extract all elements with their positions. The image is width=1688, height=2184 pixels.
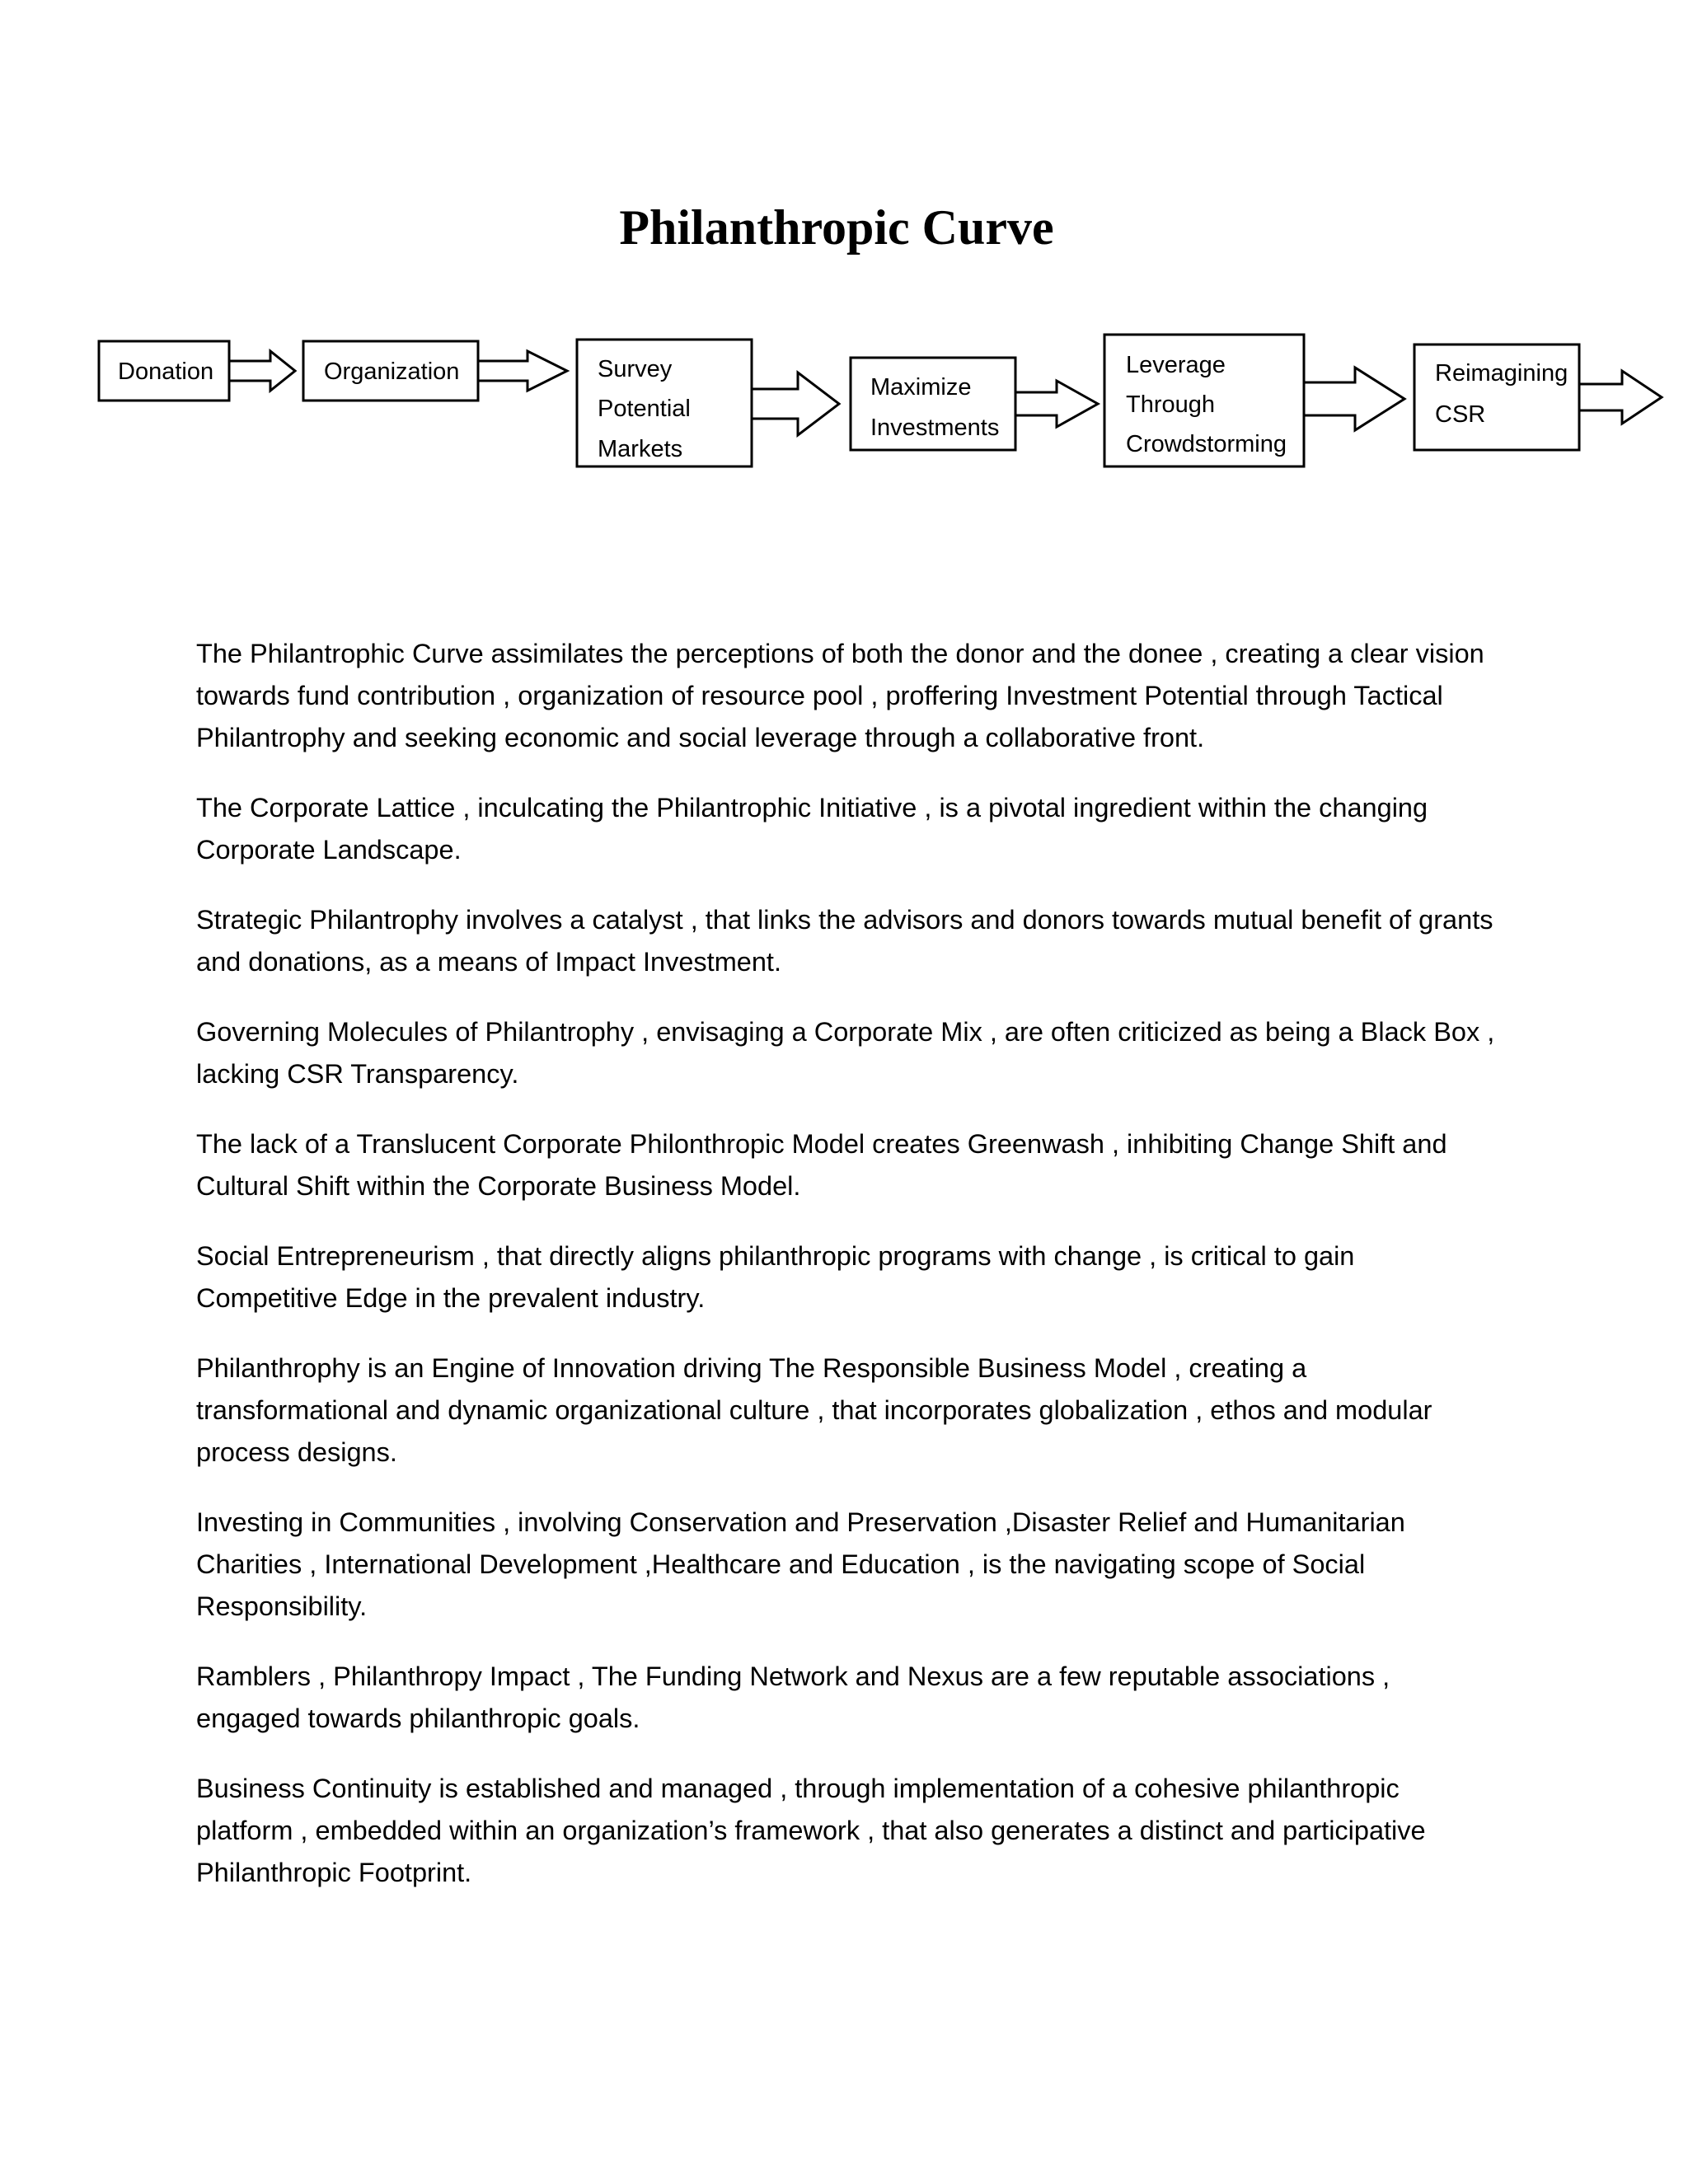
flow-box-label: Potential	[598, 396, 691, 422]
paragraph-investing-in-communities: Investing in Communities , involving Conservation and Preservation ,Disaster Relief and Humanitarian Charities , International Development ,Healthcare and Education , is the navigating scope of Social Responsibility.	[196, 1507, 1405, 1621]
paragraph-social-entrepreneurism: Social Entrepreneurism , that directly aligns philanthropic programs with change , is critical to gain Competitive Edge in the prevalent industry.	[196, 1241, 1355, 1313]
paragraph-governing-molecules: Governing Molecules of Philantrophy , envisaging a Corporate Mix , are often criticized as being a Black Box , lacking CSR Transparency.	[196, 1017, 1495, 1089]
flow-box-donation	[99, 341, 229, 401]
flow-box-label: Markets	[598, 436, 683, 462]
flow-box-reimagining-csr	[1414, 344, 1579, 450]
paragraph-translucent-model: The lack of a Translucent Corporate Philonthropic Model creates Greenwash , inhibiting Change Shift and Cultural Shift within the Corporate Business Model.	[196, 1129, 1447, 1201]
flow-box-maximize-investments	[851, 358, 1015, 450]
flow-box-label: Organization	[324, 359, 460, 385]
flow-box-label: CSR	[1435, 401, 1486, 428]
paragraph-philantrophic-curve: The Philantrophic Curve assimilates the perceptions of both the donor and the donee , creating a clear vision towards fund contribution , organization of resource pool , proffering Investment Potential through Tactical Philantrophy and seeking economic and social leverage through a collaborative front.	[196, 639, 1484, 752]
page-title: Philanthropic Curve	[619, 200, 1054, 255]
paragraph-strategic-philantrophy: Strategic Philantrophy involves a catalyst , that links the advisors and donors towards mutual benefit of grants and donations, as a means of Impact Investment.	[196, 905, 1493, 977]
paragraph-business-continuity: Business Continuity is established and managed , through implementation of a cohesive philanthropic platform , embedded within an organization’s framework , that also generates a distinct and participative Philanthropic Footprint.	[196, 1774, 1426, 1887]
paragraph-corporate-lattice: The Corporate Lattice , inculcating the Philantrophic Initiative , is a pivotal ingredient within the changing Corporate Landscape.	[196, 793, 1428, 865]
flow-arrow-1	[229, 351, 295, 391]
body-text	[196, 633, 1498, 1922]
flow-box-organization	[303, 341, 478, 401]
flow-arrow-2	[478, 351, 567, 391]
flow-diagram	[0, 0, 1688, 511]
flow-box-label: Donation	[118, 359, 214, 385]
flow-box-label: Through	[1126, 391, 1216, 418]
flow-arrow-4	[1015, 381, 1098, 427]
paragraph-engine-of-innovation: Philanthrophy is an Engine of Innovation driving The Responsible Business Model , creating a transformational and dynamic organizational culture , that incorporates globalization , ethos and modular process designs.	[196, 1353, 1432, 1467]
flow-box-label: Maximize	[870, 374, 972, 401]
paragraph-reputable-associations: Ramblers , Philanthropy Impact , The Funding Network and Nexus are a few reputable associations , engaged towards philanthropic goals.	[196, 1661, 1390, 1733]
flow-box-leverage-through-crowdstorming	[1104, 335, 1304, 466]
flow-box-label: Survey	[598, 356, 673, 382]
flow-box-label: Crowdstorming	[1126, 431, 1287, 457]
flow-box-label: Leverage	[1126, 352, 1226, 378]
flow-box-label: Investments	[870, 415, 1000, 441]
flow-box-label: Reimagining	[1435, 360, 1568, 387]
flow-arrow-6	[1579, 371, 1662, 424]
flow-arrow-3	[752, 373, 839, 435]
flow-arrow-5	[1304, 368, 1404, 430]
flow-box-survey-potential-markets	[577, 340, 752, 466]
